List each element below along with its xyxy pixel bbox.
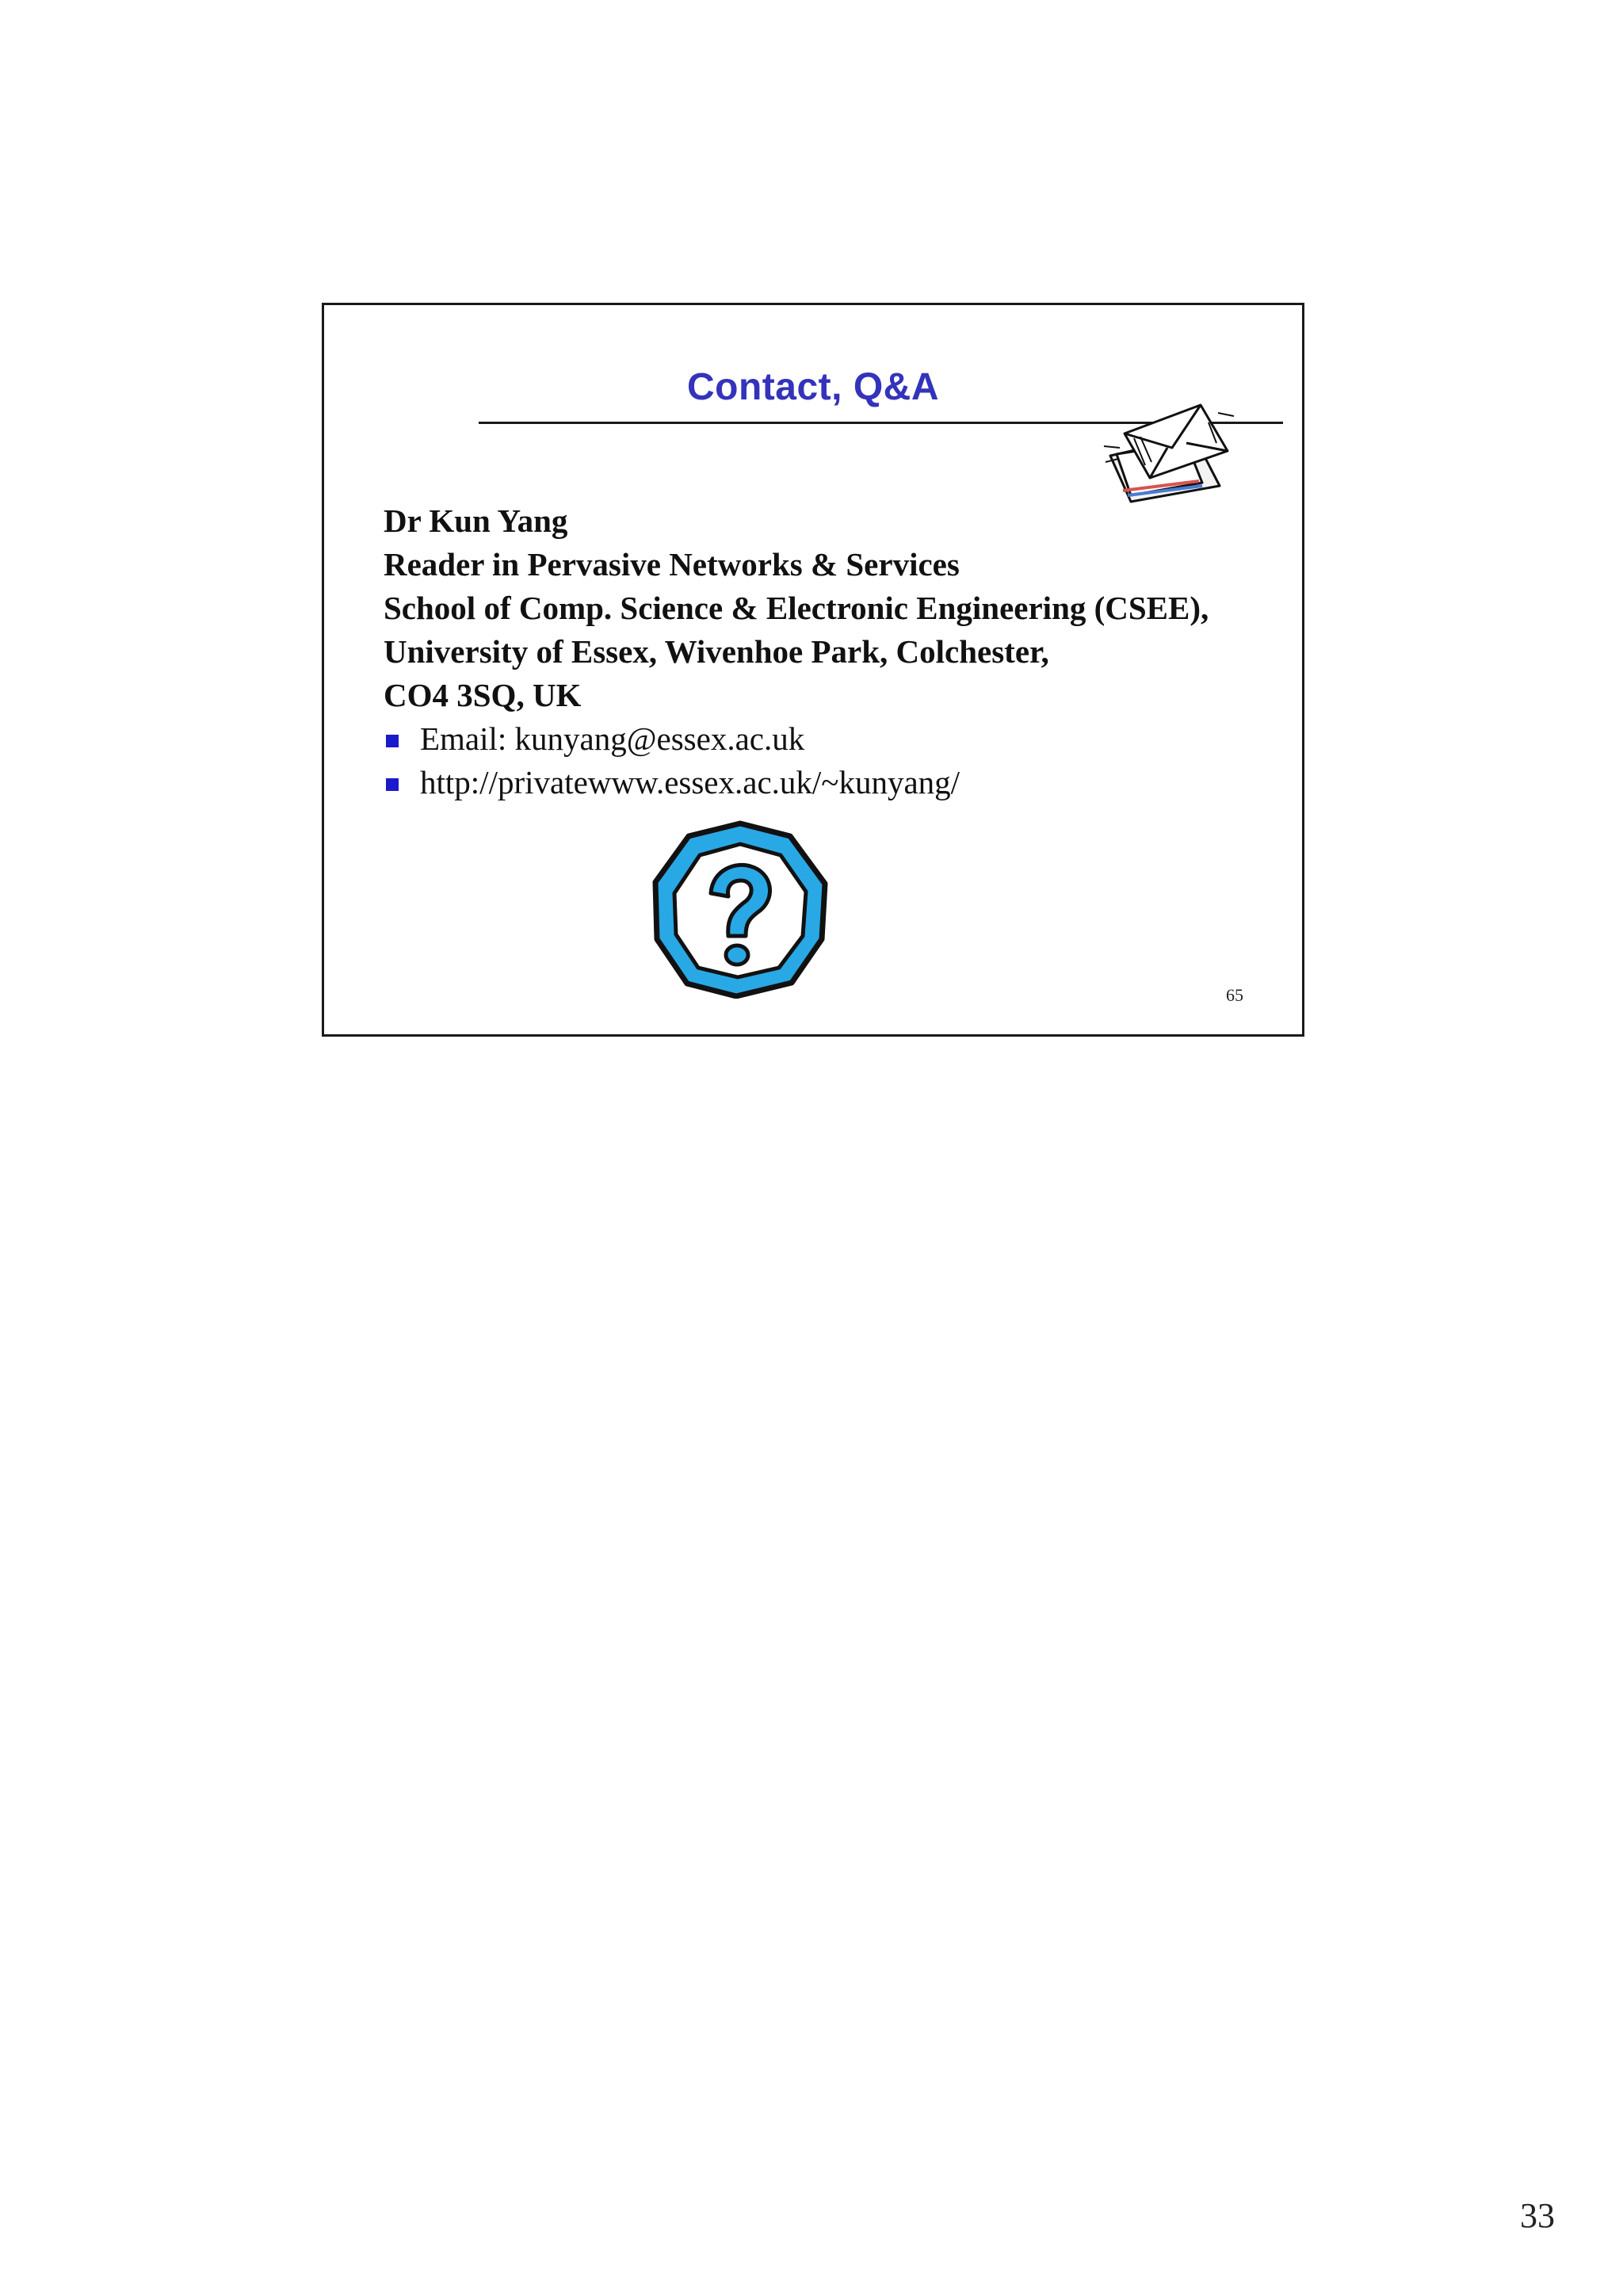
homepage-url: http://privatewww.essex.ac.uk/~kunyang/ [420, 764, 960, 800]
slide-number: 65 [1226, 985, 1243, 1005]
contact-university: University of Essex, Wivenhoe Park, Colchester, [384, 633, 1049, 670]
contact-name: Dr Kun Yang [384, 502, 568, 539]
contact-school: School of Comp. Science & Electronic Engineering (CSEE), [384, 590, 1209, 626]
contact-postcode: CO4 3SQ, UK [384, 677, 582, 713]
email-text: Email: kunyang@essex.ac.uk [420, 720, 805, 757]
contact-links [384, 717, 960, 804]
contact-block [384, 499, 1209, 717]
list-item [384, 761, 960, 804]
contact-position: Reader in Pervasive Networks & Services [384, 546, 960, 583]
bullet-square-icon [386, 735, 399, 747]
question-mark-icon [649, 820, 831, 999]
bullet-square-icon [386, 778, 399, 791]
page-number: 33 [1520, 2196, 1555, 2235]
slide-title: Contact, Q&A [687, 366, 939, 408]
slide [322, 303, 1304, 1037]
list-item [384, 717, 960, 761]
envelope-stack-icon [1099, 399, 1238, 506]
